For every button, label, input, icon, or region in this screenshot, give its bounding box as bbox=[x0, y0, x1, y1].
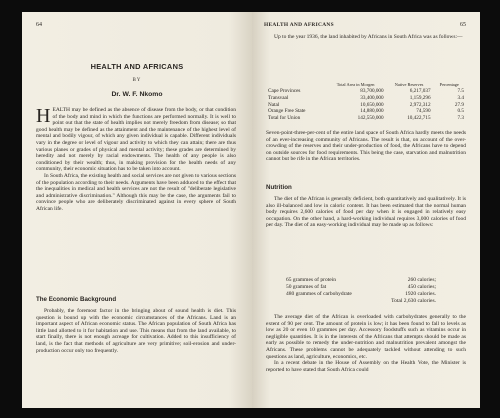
after-table-text bbox=[266, 130, 466, 163]
list-item: 50 grammes of fat 450 calories; bbox=[286, 283, 436, 290]
table-cell: 33,400,000 bbox=[360, 94, 384, 101]
drop-cap: H bbox=[36, 105, 51, 127]
list-item: 65 grammes of protein 260 calories; bbox=[286, 277, 436, 283]
intro-paragraph: HEALTH may be defined as the absence of disease from the body, or that condition of the body and mind in which the functions are performed normally. It is well to point out that the state of health implies not merely freedom from disease; so that good health may be defined as the attainment and the maintenance of the highest level of mental and bodily vigour, of which any given individual is capable. Different individuals vary in the degree or level of vigour and activity to which they can attain; there are thus various planes or grades of physical and mental activity; these grades are determined by heredity and not merely by racial endowments. The health of any people is also conditioned by their wealth; thus, in making provision for the health needs of any community, their economic situation has to be taken into account. bbox=[36, 105, 236, 173]
land-table bbox=[266, 82, 466, 122]
page-number: 64 bbox=[36, 22, 42, 28]
right-page bbox=[252, 12, 480, 408]
paragraph: Up to the year 1936, the land inhabited by Africans in South Africa was as follows:— bbox=[274, 34, 463, 40]
article-title: HEALTH AND AFRICANS bbox=[90, 62, 184, 71]
closing-text bbox=[266, 314, 466, 373]
section-heading: The Economic Background bbox=[36, 296, 117, 303]
table-cell: 83,700,000 bbox=[360, 88, 384, 94]
table-header: Native Reserves bbox=[394, 82, 424, 87]
table-cell: Transvaal bbox=[268, 94, 289, 101]
intro-text-block bbox=[36, 107, 236, 213]
table-header: Percentage bbox=[439, 82, 459, 87]
table-row bbox=[266, 95, 466, 102]
paragraph: The average diet of the African is overloaded with carbohydrates generally to the extent of 90 per cent. The amount of protein is low; it has been found to fall to levels as low as 20 or even 10 grammes per day. Accessory foodstuffs such as vitamins occur in negligible quantities. It is in the interests of the Africans that attempts should be made as early as possible to remedy the under-nutrition and malnutrition prevalent amongst the Africans. These problems cannot be adequately tackled without attending to such questions as land, agriculture, economics, etc. bbox=[266, 314, 466, 360]
diet-list bbox=[286, 277, 436, 305]
table-row bbox=[266, 115, 466, 122]
table-cell: 2,972,312 bbox=[409, 101, 431, 108]
running-head: HEALTH AND AFRICANS bbox=[264, 22, 334, 28]
table-cell: 10,422,715 bbox=[407, 115, 431, 122]
table-cell: 0.5 bbox=[457, 108, 464, 115]
table-cell: 14,880,000 bbox=[360, 108, 384, 115]
nutrition-text bbox=[266, 196, 466, 229]
list-item: 480 grammes of carbohydrate 1920 calories. bbox=[286, 290, 436, 297]
table-cell: 3.4 bbox=[457, 94, 464, 101]
table-cell: 7.5 bbox=[457, 88, 464, 94]
intro-text-block bbox=[266, 34, 466, 41]
table-row bbox=[266, 102, 466, 109]
table-cell: 7.3 bbox=[457, 115, 464, 122]
table-cell: 1,159,296 bbox=[409, 94, 431, 101]
paragraph: Seven-point-three-per-cent of the entire land space of South Africa hardly meets the needs of an ever-increasing community of Africans. The result is that, on account of the over-crowding of the reserves and their under-production of food, the Africans have to depend on outside sources for food requirements. This being the case, starvation and malnutrition cannot but be rife in the African territories. bbox=[266, 130, 466, 163]
table-cell: 10,650,000 bbox=[360, 101, 384, 108]
table-cell: Total for Union bbox=[268, 115, 301, 122]
section-heading: Nutrition bbox=[266, 184, 292, 191]
table-cell: 142,550,000 bbox=[357, 115, 384, 122]
table-cell: Natal bbox=[268, 101, 280, 108]
byline-label: BY bbox=[132, 78, 142, 83]
left-page bbox=[22, 12, 252, 408]
table-cell: 74,590 bbox=[416, 108, 431, 115]
paragraph: In South Africa, the existing health and social services are not given to various sections of the population according to their needs. Arguments have been adduced to the effect that the inequalities in medical and health services are not the result of "deliberate legislative and administrative discrimination." Although this may be the case, the arguments fail to convince people who are deliberately discriminated against in every sphere of South African life. bbox=[36, 172, 236, 212]
table-cell: Orange Free State bbox=[268, 108, 306, 115]
paragraph: In a recent debate in the House of Assembly on the Health Vote, the Minister is reported to have stated that South Africa could bbox=[266, 360, 466, 373]
table-cell: 6,217,037 bbox=[409, 88, 431, 94]
page-number: 65 bbox=[460, 22, 466, 28]
economic-text-block bbox=[36, 308, 236, 354]
paragraph: The diet of the African is generally deficient, both quantitatively and qualitatively. It is also ill-balanced and low in caloric content. It has been estimated that the normal human body requires 2,600 calories of food per day when it is engaged in relatively easy occupation. On the other hand, a hard-working individual requires 3,000 calories of food per day. The diet of an easy-working individual may be made up as follows: bbox=[266, 196, 466, 229]
diet-total: Total 2,630 calories. bbox=[391, 298, 436, 305]
author-name: Dr. W. F. Nkomo bbox=[111, 91, 163, 98]
table-cell: 27.9 bbox=[454, 101, 464, 108]
table-cell: Cape Provinces bbox=[268, 88, 301, 94]
table-header: Total Area in Morgen bbox=[336, 82, 375, 87]
table-row bbox=[266, 88, 466, 95]
paragraph: Probably, the foremost factor in the bringing about of sound health is diet. This question is bound up with the economic circumstances of the Africans. Land is an important aspect of African economic status. The African population of South Africa has little land allotted to it for habitation and use. This means that from the land available, to start finally, there is not enough acreage for cultivation. Added to this insufficiency of land, is the fact that methods of agriculture are very primitive; soil-erosion and under-production occur only too frequently. bbox=[36, 308, 236, 354]
